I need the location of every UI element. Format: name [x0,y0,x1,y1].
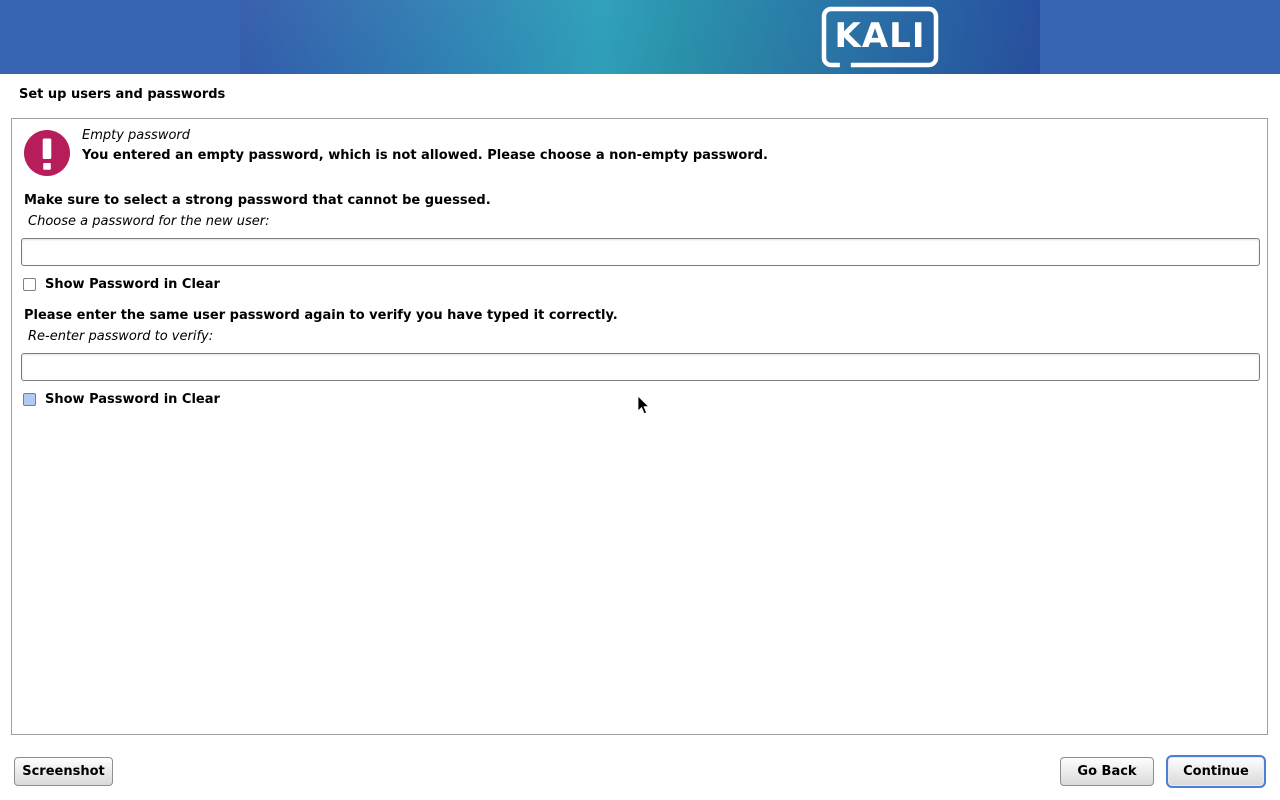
verify-prompt: Please enter the same user password again to verify you have typed it correctly. [24,308,618,323]
password-field-label: Choose a password for the new user: [28,214,270,229]
screenshot-button[interactable]: Screenshot [14,757,113,786]
show-password-checkbox-1[interactable] [23,278,36,291]
show-password-label-2: Show Password in Clear [45,391,220,407]
page-title: Set up users and passwords [19,87,226,102]
error-title: Empty password [82,128,190,143]
error-message: You entered an empty password, which is not allowed. Please choose a non-empty password. [82,148,768,163]
kali-logo-text: KALI [834,16,926,56]
mouse-cursor-icon [637,396,650,415]
content-panel [11,118,1268,735]
show-password-row-2[interactable] [23,391,220,407]
banner [0,0,1280,74]
show-password-label-1: Show Password in Clear [45,276,220,292]
password-prompt: Make sure to select a strong password that cannot be guessed. [24,193,491,208]
go-back-button[interactable]: Go Back [1060,757,1154,786]
error-icon [24,130,70,176]
verify-field-label: Re-enter password to verify: [28,329,214,344]
banner-gradient [240,0,1040,74]
show-password-row-1[interactable] [23,276,220,292]
password-input[interactable] [21,238,1260,266]
kali-logo [821,6,939,68]
show-password-checkbox-2[interactable] [23,393,36,406]
continue-button[interactable]: Continue [1166,755,1266,788]
verify-password-input[interactable] [21,353,1260,381]
